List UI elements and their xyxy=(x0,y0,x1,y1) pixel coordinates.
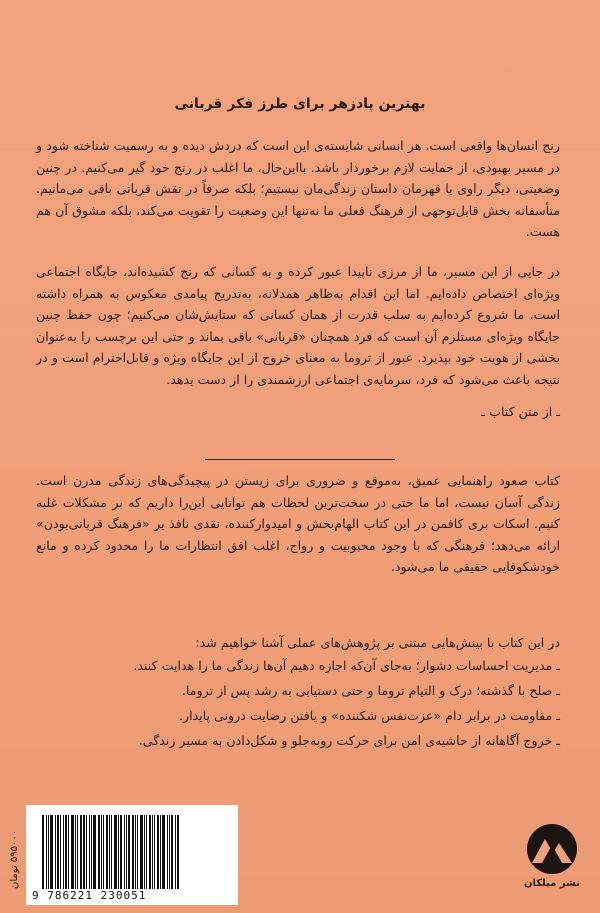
section-divider xyxy=(205,459,395,460)
barcode-bar xyxy=(167,815,168,889)
barcode-bars xyxy=(42,815,222,889)
barcode-bar xyxy=(68,815,69,889)
barcode-bar xyxy=(89,815,90,889)
barcode-bar xyxy=(50,815,53,889)
barcode-bar xyxy=(57,815,59,889)
barcode-bar xyxy=(157,815,159,889)
excerpt-source: ـ از متن کتاب ـ xyxy=(481,404,560,419)
barcode-bar xyxy=(48,815,49,889)
barcode-bar xyxy=(98,815,100,889)
barcode-bar xyxy=(77,815,78,889)
barcode-bar xyxy=(137,815,138,889)
barcode-bar xyxy=(146,815,147,889)
barcode-bar xyxy=(60,815,61,889)
barcode-bar xyxy=(42,815,44,889)
barcode-bar xyxy=(91,815,92,889)
barcode-bar xyxy=(111,815,112,889)
barcode-bar xyxy=(162,815,165,889)
barcode-bar xyxy=(80,815,82,889)
barcode-bar xyxy=(171,815,173,889)
mountain-logo-icon xyxy=(526,823,578,875)
barcode-bar xyxy=(46,815,47,889)
barcode-bar xyxy=(83,815,85,889)
price-label: ۵۹۵۰۰۰ تومان xyxy=(9,829,20,890)
insights-list xyxy=(36,653,560,753)
excerpt-paragraph-1: رنج انسان‌ها واقعی است. هر انسانی شایسته‌ی این است که دردش دیده و به رسمیت شناخته شود و در مسیر بهبودی، از حمایت لازم برخوردار باشد. بااین‌حال، ما اغلب در رنج خود گیر می‌کنیم. در چنین وضعیتی، دیگر راوی یا قهرمان داستان زندگی‌مان نیستیم؛ بلکه صرفاً در نقش قربانی باقی می‌مانیم. متأسفانه بخش قابل‌توجهی از فرهنگ فعلی ما نه‌تنها این وضعیت را تقویت می‌کند، بلکه مشوق آن هم هست. xyxy=(36,138,560,239)
barcode-bar xyxy=(152,815,153,889)
barcode-bar xyxy=(106,815,108,889)
barcode-bar xyxy=(93,815,96,889)
barcode-bar xyxy=(144,815,145,889)
book-description: کتاب صعود راهنمایی عمیق، به‌موقع و ضروری برای زیستن در پیچیدگی‌های زندگی مدرن است. زندگی آسان نیست، اما ما حتی در سخت‌ترین لحظات هم توانایی این‌را داریم که بر مشکلات غلبه کنیم. اسکات بری کافمن در این کتاب الهام‌بخش و امیدوارکننده، نقدی نافذ بر «فرهنگ قربانی‌بودن» ارائه می‌دهد؛ فرهنگی که با وجود محبوبیت و رواج، اغلب افق انتظارات ما را محدود کرده و مانع خودشکوفایی حقیقی ما می‌شود. xyxy=(36,473,560,574)
barcode-bar xyxy=(177,815,179,889)
barcode-bar xyxy=(65,815,67,889)
barcode-bar xyxy=(71,815,74,889)
barcode-bar xyxy=(118,815,119,889)
blurb-title: بهترین پادزهر برای طرز فکر قربانی xyxy=(174,96,426,112)
barcode-bar xyxy=(55,815,56,889)
barcode-bar xyxy=(128,815,130,889)
barcode-bar xyxy=(175,815,176,889)
publisher-logo xyxy=(520,823,584,903)
barcode-bar xyxy=(103,815,104,889)
list-item: ـ خروج آگاهانه از حاشیه‌ی امن برای حرکت روبه‌جلو و شکل‌دادن به مسیر زندگی. xyxy=(138,733,560,748)
list-item: ـ صلح با گذشته؛ درک و التیام تروما و حتی دستیابی به رشد پس از تروما. xyxy=(181,683,560,698)
barcode-bar xyxy=(132,815,134,889)
barcode-bar xyxy=(154,815,155,889)
barcode-bar xyxy=(114,815,117,889)
barcode-bar xyxy=(124,815,125,889)
barcode-bar xyxy=(140,815,143,889)
barcode-bar xyxy=(126,815,127,889)
barcode-bar xyxy=(120,815,122,889)
barcode-bar xyxy=(86,815,87,889)
barcode-bar xyxy=(75,815,76,889)
barcode-bar xyxy=(149,815,151,889)
insights-intro: در این کتاب با بینش‌هایی مبتنی بر پژوهش‌های عملی آشنا خواهیم شد: xyxy=(195,635,560,650)
list-item: ـ مدیریت احساسات دشوار؛ به‌جای آن‌که اجازه دهیم آن‌ها زندگی ما را هدایت کنند. xyxy=(133,658,560,673)
barcode-number: 9 786221 230051 xyxy=(32,889,147,902)
list-item: ـ مقاومت در برابر دام «عزت‌نفس شکننده» و یافتن رضایت درونی پایدار. xyxy=(179,708,560,723)
excerpt-paragraph-2: در جایی از این مسیر، ما از مرزی ناپیدا عبور کرده و به کسانی که رنج کشیده‌اند، جایگاه اجتماعی ویژه‌ای اختصاص داده‌ایم. اما این اقدام به‌ظاهر همدلانه، به‌تدریج پیامدی معکوس به همراه داشته است. ما شروع کرده‌ایم به سلب قدرت از همان کسانی که ستایش‌شان می‌کنیم؛ چون حفظ چنین جایگاه ویژه‌ای مستلزم آن است که فرد همچنان «قربانی» باقی بماند و حتی این برچسب را به‌عنوان بخشی از هویت خود بپذیرد. عبور از تروما به معنای خروج از این جایگاه ویژه و قابل‌احترام است و در نتیجه باعث می‌شود که فرد، سرمایه‌ی اجتماعی ارزشمندی را از دست بدهد. xyxy=(36,264,560,387)
barcode-bar xyxy=(160,815,161,889)
barcode-bar xyxy=(169,815,170,889)
barcode-bar xyxy=(109,815,110,889)
barcode-bar xyxy=(135,815,136,889)
isbn-barcode xyxy=(26,805,238,905)
barcode-bar xyxy=(63,815,64,889)
publisher-name: نشر میلکان xyxy=(523,878,581,889)
barcode-bar xyxy=(101,815,102,889)
